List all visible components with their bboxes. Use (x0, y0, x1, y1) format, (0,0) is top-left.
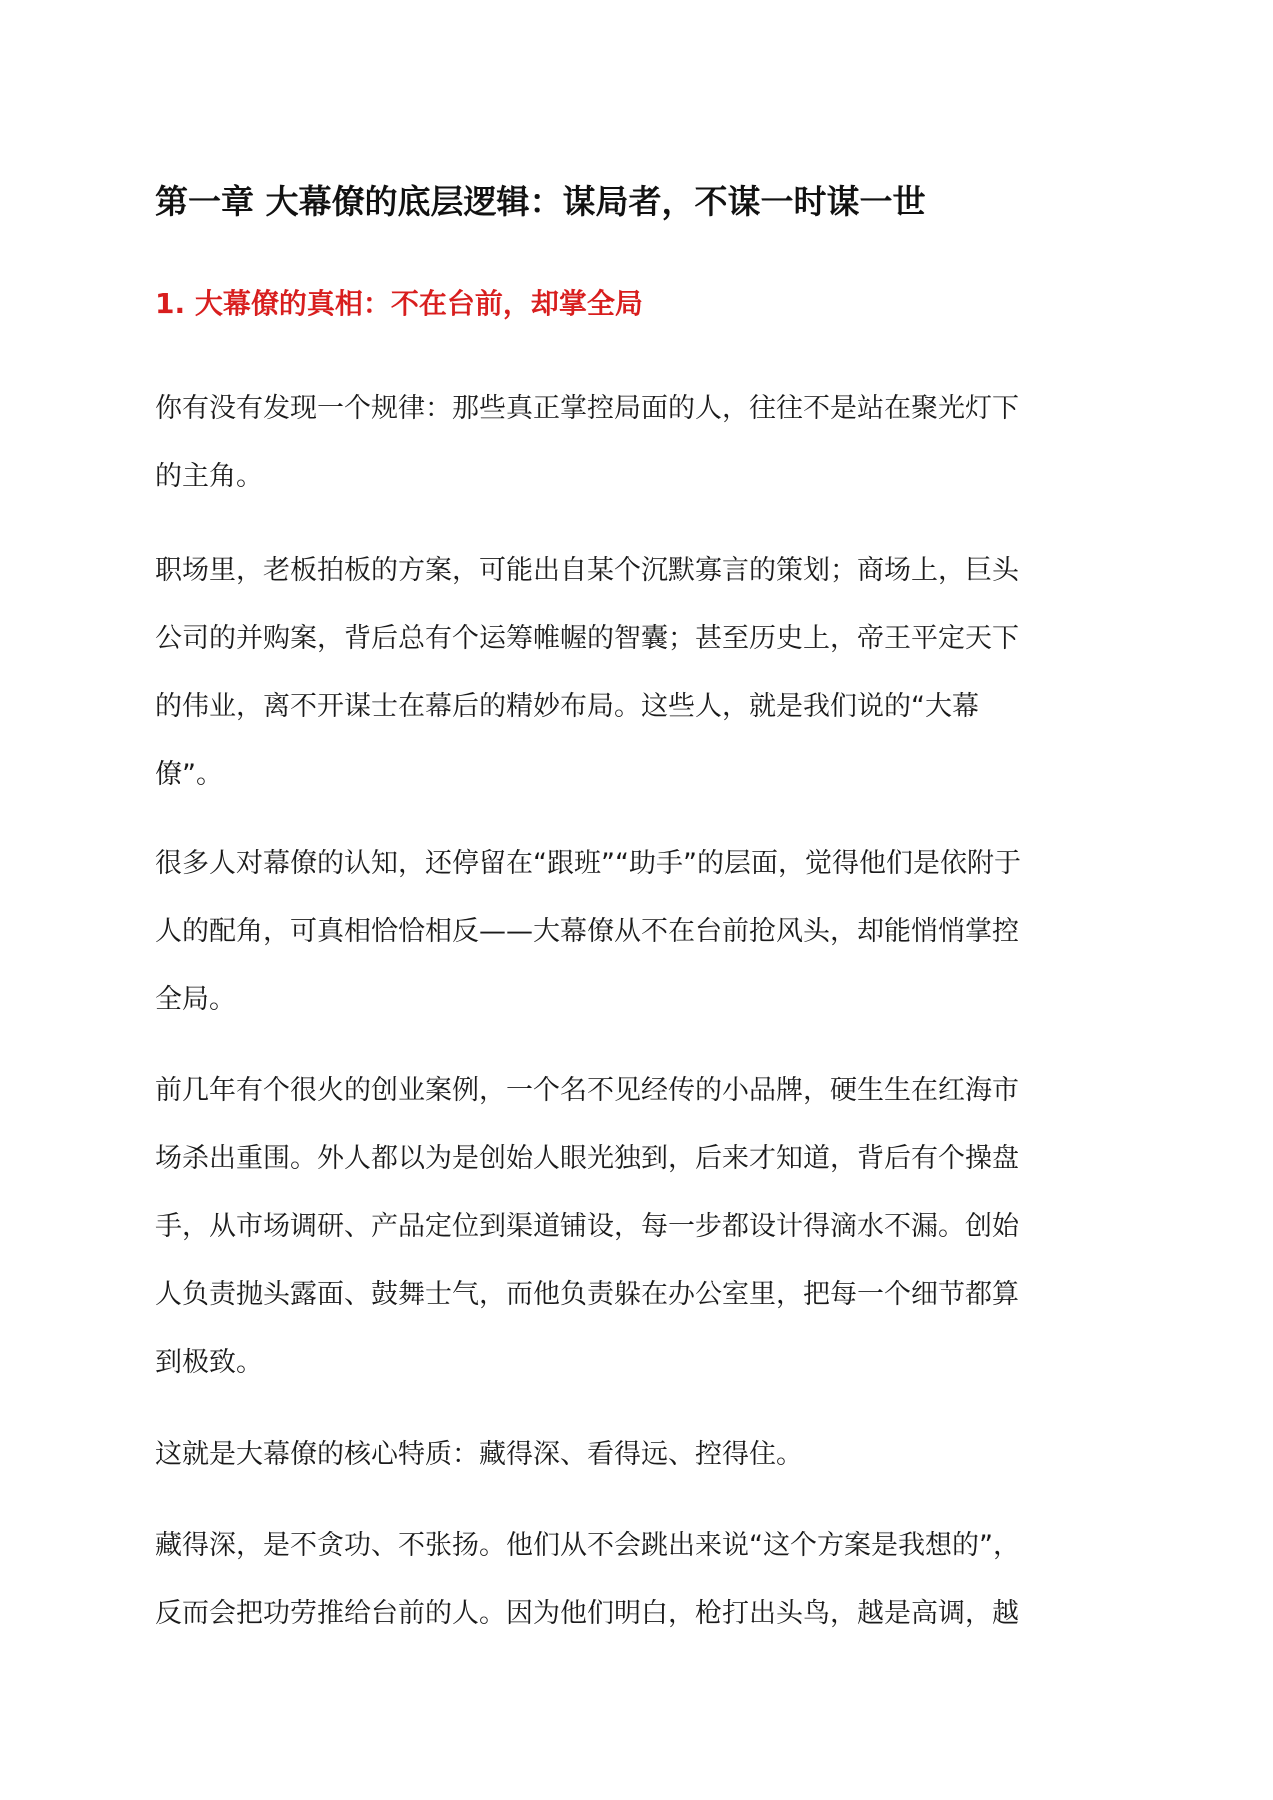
paragraph-line: 人负责抛头露面、鼓舞士气，而他负责躲在办公室里，把每一个细节都算 (155, 1279, 1019, 1310)
paragraph-line: 到极致。 (155, 1347, 263, 1378)
paragraph-line: 人的配角，可真相恰恰相反——大幕僚从不在台前抢风头，却能悄悄掌控 (155, 916, 1019, 947)
paragraph-line: 反而会把功劳推给台前的人。因为他们明白，枪打出头鸟，越是高调，越 (155, 1598, 1019, 1629)
paragraph-line: 藏得深，是不贪功、不张扬。他们从不会跳出来说“这个方案是我想的”， (155, 1530, 1020, 1561)
paragraph-line: 职场里，老板拍板的方案，可能出自某个沉默寡言的策划；商场上，巨头 (155, 555, 1019, 586)
paragraph-line: 全局。 (155, 984, 236, 1015)
paragraph-line: 这就是大幕僚的核心特质：藏得深、看得远、控得住。 (155, 1439, 803, 1470)
paragraph-line: 前几年有个很火的创业案例，一个名不见经传的小品牌，硬生生在红海市 (155, 1075, 1019, 1106)
paragraph-line: 很多人对幕僚的认知，还停留在“跟班”“助手”的层面，觉得他们是依附于 (155, 848, 1021, 879)
chapter-title: 第一章 大幕僚的底层逻辑：谋局者，不谋一时谋一世 (155, 182, 926, 221)
paragraph-4 (155, 1057, 1120, 1397)
paragraph-6 (155, 1512, 1120, 1648)
paragraph-1 (155, 375, 1120, 511)
paragraph-line: 你有没有发现一个规律：那些真正掌控局面的人，往往不是站在聚光灯下 (155, 393, 1019, 424)
section-heading: 1. 大幕僚的真相：不在台前，却掌全局 (155, 287, 643, 320)
paragraph-line: 手，从市场调研、产品定位到渠道铺设，每一步都设计得滴水不漏。创始 (155, 1211, 1019, 1242)
paragraph-5 (155, 1421, 1120, 1489)
paragraph-line: 公司的并购案，背后总有个运筹帷幄的智囊；甚至历史上，帝王平定天下 (155, 623, 1019, 654)
paragraph-line: 的伟业，离不开谋士在幕后的精妙布局。这些人，就是我们说的“大幕 (155, 691, 979, 722)
paragraph-2 (155, 537, 1120, 809)
paragraph-line: 僚”。 (155, 759, 223, 790)
paragraph-line: 场杀出重围。外人都以为是创始人眼光独到，后来才知道，背后有个操盘 (155, 1143, 1019, 1174)
paragraph-line: 的主角。 (155, 461, 263, 492)
paragraph-3 (155, 830, 1120, 1034)
